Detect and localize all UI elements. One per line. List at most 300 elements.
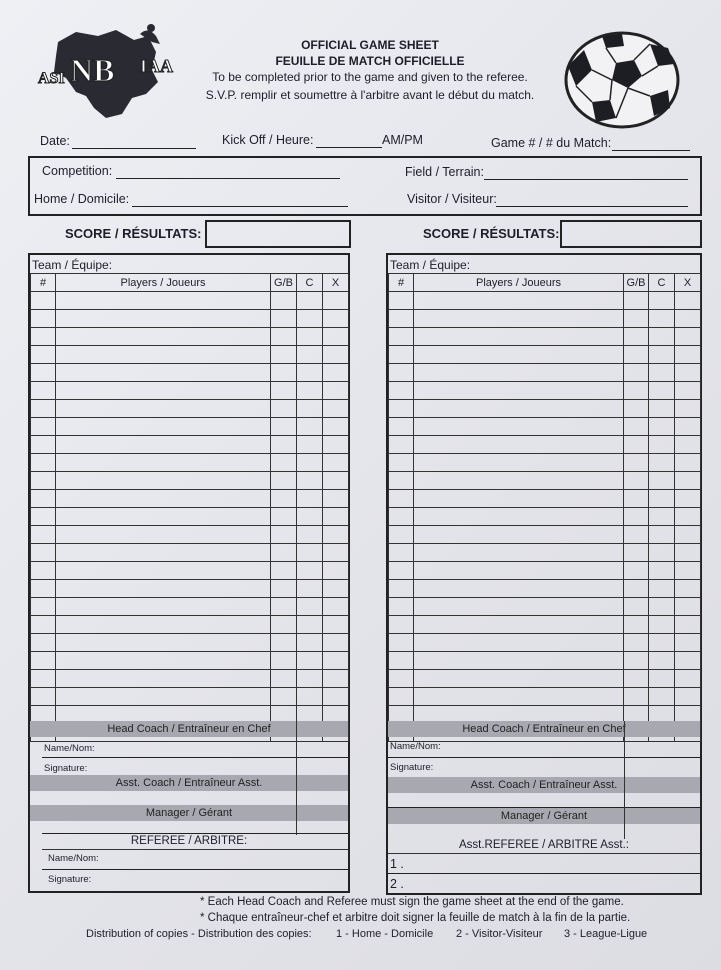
player-x-cell[interactable] (323, 598, 349, 616)
player-c-cell[interactable] (649, 562, 675, 580)
player-x-cell[interactable] (323, 310, 349, 328)
logo-asi: ASI (38, 70, 65, 87)
table-row (31, 454, 349, 472)
copy-home: 1 - Home - Domicile (336, 928, 434, 940)
player-x-cell[interactable] (323, 562, 349, 580)
player-number-cell[interactable] (31, 562, 56, 580)
table-row (389, 292, 701, 310)
table-row (389, 382, 701, 400)
footer-note-en-text: Each Head Coach and Referee must sign the game sheet at the end of the game. (207, 896, 624, 908)
player-x-cell[interactable] (675, 454, 701, 472)
player-number-cell[interactable] (31, 508, 56, 526)
player-number-cell[interactable] (389, 382, 414, 400)
table-row (389, 670, 701, 688)
player-c-cell[interactable] (649, 346, 675, 364)
player-gb-cell[interactable] (624, 400, 649, 418)
player-c-cell[interactable] (649, 490, 675, 508)
col-c: C (297, 274, 323, 292)
table-row (31, 526, 349, 544)
player-c-cell[interactable] (297, 562, 323, 580)
player-name-cell[interactable] (56, 616, 271, 634)
player-gb-cell[interactable] (624, 310, 649, 328)
player-name-cell[interactable] (56, 382, 271, 400)
player-x-cell[interactable] (323, 670, 349, 688)
player-gb-cell[interactable] (271, 508, 297, 526)
kickoff-field[interactable] (316, 147, 382, 148)
player-name-cell[interactable] (414, 490, 624, 508)
player-number-cell[interactable] (389, 526, 414, 544)
player-x-cell[interactable] (675, 616, 701, 634)
player-x-cell[interactable] (675, 634, 701, 652)
player-gb-cell[interactable] (271, 526, 297, 544)
player-x-cell[interactable] (675, 490, 701, 508)
player-x-cell[interactable] (675, 382, 701, 400)
player-name-cell[interactable] (414, 400, 624, 418)
player-c-cell[interactable] (649, 292, 675, 310)
player-number-cell[interactable] (389, 490, 414, 508)
player-x-cell[interactable] (675, 328, 701, 346)
player-x-cell[interactable] (675, 310, 701, 328)
home-score-box[interactable] (205, 220, 351, 248)
player-c-cell[interactable] (297, 328, 323, 346)
table-row (31, 328, 349, 346)
col-number: # (389, 274, 414, 292)
player-gb-cell[interactable] (624, 364, 649, 382)
player-number-cell[interactable] (389, 292, 414, 310)
player-number-cell[interactable] (31, 454, 56, 472)
asst-referee-divider (388, 853, 700, 854)
player-c-cell[interactable] (649, 436, 675, 454)
player-c-cell[interactable] (297, 526, 323, 544)
table-row (389, 346, 701, 364)
player-gb-cell[interactable] (624, 580, 649, 598)
player-name-cell[interactable] (414, 688, 624, 706)
player-name-cell[interactable] (56, 328, 271, 346)
player-number-cell[interactable] (31, 652, 56, 670)
distribution-label: Distribution of copies - Distribution des copies: (86, 928, 312, 940)
player-number-cell[interactable] (389, 436, 414, 454)
player-name-cell[interactable] (56, 580, 271, 598)
player-name-cell[interactable] (414, 670, 624, 688)
player-x-cell[interactable] (675, 688, 701, 706)
player-number-cell[interactable] (31, 328, 56, 346)
player-name-cell[interactable] (56, 670, 271, 688)
player-name-cell[interactable] (414, 652, 624, 670)
player-x-cell[interactable] (675, 418, 701, 436)
player-name-cell[interactable] (414, 436, 624, 454)
table-row (389, 688, 701, 706)
player-x-cell[interactable] (675, 652, 701, 670)
player-gb-cell[interactable] (624, 652, 649, 670)
visitor-score-box[interactable] (560, 220, 702, 248)
player-name-cell[interactable] (414, 598, 624, 616)
player-gb-cell[interactable] (271, 634, 297, 652)
player-number-cell[interactable] (389, 670, 414, 688)
table-row (389, 526, 701, 544)
player-x-cell[interactable] (323, 364, 349, 382)
player-name-cell[interactable] (414, 562, 624, 580)
table-row (31, 436, 349, 454)
player-x-cell[interactable] (675, 400, 701, 418)
player-c-cell[interactable] (649, 418, 675, 436)
player-gb-cell[interactable] (271, 454, 297, 472)
player-name-cell[interactable] (56, 364, 271, 382)
player-number-cell[interactable] (389, 580, 414, 598)
player-name-cell[interactable] (56, 418, 271, 436)
player-x-cell[interactable] (675, 526, 701, 544)
player-x-cell[interactable] (323, 490, 349, 508)
home-label: Home / Domicile: (34, 192, 130, 206)
player-c-cell[interactable] (649, 580, 675, 598)
player-name-cell[interactable] (414, 616, 624, 634)
player-c-cell[interactable] (297, 508, 323, 526)
player-c-cell[interactable] (649, 544, 675, 562)
player-c-cell[interactable] (649, 328, 675, 346)
player-name-cell[interactable] (56, 526, 271, 544)
player-gb-cell[interactable] (271, 544, 297, 562)
player-c-cell[interactable] (297, 292, 323, 310)
head-coach-name-label: Name/Nom: (44, 743, 95, 754)
table-row (31, 616, 349, 634)
player-gb-cell[interactable] (271, 382, 297, 400)
player-gb-cell[interactable] (271, 580, 297, 598)
player-gb-cell[interactable] (624, 688, 649, 706)
player-c-cell[interactable] (649, 634, 675, 652)
home-team-label: Team / Équipe: (32, 258, 113, 272)
player-number-cell[interactable] (31, 436, 56, 454)
player-c-cell[interactable] (297, 454, 323, 472)
player-number-cell[interactable] (389, 616, 414, 634)
player-x-cell[interactable] (323, 526, 349, 544)
player-x-cell[interactable] (323, 616, 349, 634)
player-c-cell[interactable] (649, 454, 675, 472)
logo-nb: NB (70, 52, 115, 88)
player-number-cell[interactable] (389, 346, 414, 364)
player-number-cell[interactable] (31, 616, 56, 634)
player-gb-cell[interactable] (624, 634, 649, 652)
player-number-cell[interactable] (389, 328, 414, 346)
player-c-cell[interactable] (649, 400, 675, 418)
col-players: Players / Joueurs (414, 274, 624, 292)
footer-note-fr-text: Chaque entraîneur-chef et arbitre doit signer la feuille de match à la fin de la partie. (207, 912, 631, 924)
player-gb-cell[interactable] (624, 598, 649, 616)
player-c-cell[interactable] (649, 472, 675, 490)
player-c-cell[interactable] (297, 490, 323, 508)
player-name-cell[interactable] (414, 418, 624, 436)
player-name-cell[interactable] (56, 346, 271, 364)
player-number-cell[interactable] (31, 472, 56, 490)
referee-signature-label: Signature: (48, 874, 92, 885)
head-coach-signature-label: Signature: (44, 763, 88, 774)
player-number-cell[interactable] (389, 634, 414, 652)
player-c-cell[interactable] (297, 634, 323, 652)
player-number-cell[interactable] (31, 364, 56, 382)
table-row (31, 310, 349, 328)
player-name-cell[interactable] (414, 292, 624, 310)
player-name-cell[interactable] (414, 526, 624, 544)
game-number-label: Game # / # du Match: (491, 136, 612, 150)
player-gb-cell[interactable] (271, 328, 297, 346)
player-name-cell[interactable] (414, 382, 624, 400)
player-number-cell[interactable] (31, 346, 56, 364)
player-x-cell[interactable] (675, 670, 701, 688)
player-name-cell[interactable] (414, 634, 624, 652)
staff-divider (296, 721, 297, 835)
player-number-cell[interactable] (31, 382, 56, 400)
head-coach-name-field[interactable] (42, 757, 348, 758)
player-gb-cell[interactable] (271, 418, 297, 436)
player-c-cell[interactable] (297, 382, 323, 400)
player-name-cell[interactable] (56, 490, 271, 508)
player-x-cell[interactable] (323, 580, 349, 598)
player-c-cell[interactable] (649, 310, 675, 328)
player-number-cell[interactable] (389, 418, 414, 436)
player-gb-cell[interactable] (271, 562, 297, 580)
table-row (389, 616, 701, 634)
player-c-cell[interactable] (297, 652, 323, 670)
player-number-cell[interactable] (389, 400, 414, 418)
player-c-cell[interactable] (297, 580, 323, 598)
competition-field[interactable] (116, 178, 340, 179)
player-c-cell[interactable] (649, 616, 675, 634)
player-gb-cell[interactable] (624, 670, 649, 688)
player-number-cell[interactable] (31, 310, 56, 328)
player-number-cell[interactable] (31, 400, 56, 418)
table-row (389, 400, 701, 418)
table-row (31, 418, 349, 436)
player-number-cell[interactable] (31, 292, 56, 310)
player-x-cell[interactable] (323, 328, 349, 346)
player-gb-cell[interactable] (624, 562, 649, 580)
player-x-cell[interactable] (323, 346, 349, 364)
visitor-field[interactable] (496, 206, 688, 207)
player-gb-cell[interactable] (624, 436, 649, 454)
player-c-cell[interactable] (649, 688, 675, 706)
player-c-cell[interactable] (297, 400, 323, 418)
head-coach-name-label: Name/Nom: (390, 741, 441, 752)
player-number-cell[interactable] (31, 526, 56, 544)
player-x-cell[interactable] (675, 346, 701, 364)
player-gb-cell[interactable] (271, 490, 297, 508)
player-x-cell[interactable] (323, 544, 349, 562)
asst-coach-band: Asst. Coach / Entraîneur Asst. (30, 775, 348, 791)
player-gb-cell[interactable] (624, 616, 649, 634)
player-number-cell[interactable] (31, 544, 56, 562)
player-x-cell[interactable] (323, 418, 349, 436)
player-c-cell[interactable] (297, 418, 323, 436)
player-gb-cell[interactable] (271, 292, 297, 310)
home-field[interactable] (132, 206, 348, 207)
player-x-cell[interactable] (675, 436, 701, 454)
player-name-cell[interactable] (56, 688, 271, 706)
table-row (389, 310, 701, 328)
player-name-cell[interactable] (414, 454, 624, 472)
player-number-cell[interactable] (31, 688, 56, 706)
title-fr: FEUILLE DE MATCH OFFICIELLE (275, 54, 465, 68)
player-number-cell[interactable] (31, 418, 56, 436)
player-x-cell[interactable] (675, 292, 701, 310)
table-row (389, 580, 701, 598)
player-x-cell[interactable] (323, 508, 349, 526)
player-c-cell[interactable] (649, 652, 675, 670)
player-c-cell[interactable] (297, 472, 323, 490)
player-name-cell[interactable] (56, 544, 271, 562)
player-name-cell[interactable] (56, 634, 271, 652)
player-x-cell[interactable] (323, 688, 349, 706)
player-gb-cell[interactable] (271, 472, 297, 490)
player-name-cell[interactable] (56, 472, 271, 490)
ampm-label: AM/PM (382, 133, 423, 147)
player-number-cell[interactable] (31, 670, 56, 688)
player-x-cell[interactable] (323, 652, 349, 670)
player-name-cell[interactable] (414, 328, 624, 346)
col-players: Players / Joueurs (56, 274, 271, 292)
player-gb-cell[interactable] (624, 292, 649, 310)
player-name-cell[interactable] (414, 508, 624, 526)
head-coach-name-field[interactable] (388, 757, 700, 758)
player-gb-cell[interactable] (271, 688, 297, 706)
player-number-cell[interactable] (31, 598, 56, 616)
player-number-cell[interactable] (389, 472, 414, 490)
player-gb-cell[interactable] (271, 346, 297, 364)
player-number-cell[interactable] (389, 562, 414, 580)
col-x: X (675, 274, 701, 292)
visitor-label: Visitor / Visiteur: (407, 192, 497, 206)
player-c-cell[interactable] (297, 436, 323, 454)
player-x-cell[interactable] (323, 292, 349, 310)
manager-field[interactable] (42, 833, 348, 834)
player-number-cell[interactable] (389, 688, 414, 706)
player-gb-cell[interactable] (624, 472, 649, 490)
player-x-cell[interactable] (323, 436, 349, 454)
head-coach-signature-label: Signature: (390, 762, 434, 773)
player-c-cell[interactable] (649, 526, 675, 544)
table-row (389, 364, 701, 382)
player-x-cell[interactable] (675, 544, 701, 562)
player-gb-cell[interactable] (271, 616, 297, 634)
player-name-cell[interactable] (414, 364, 624, 382)
date-field[interactable] (72, 148, 196, 149)
asst-referee-label: Asst.REFEREE / ARBITRE Asst.: (459, 839, 629, 851)
player-number-cell[interactable] (389, 310, 414, 328)
player-c-cell[interactable] (297, 670, 323, 688)
col-x: X (323, 274, 349, 292)
player-gb-cell[interactable] (624, 490, 649, 508)
game-number-field[interactable] (612, 150, 690, 151)
kickoff-label: Kick Off / Heure: (222, 133, 314, 147)
player-name-cell[interactable] (56, 454, 271, 472)
player-name-cell[interactable] (56, 598, 271, 616)
player-c-cell[interactable] (649, 364, 675, 382)
player-x-cell[interactable] (675, 580, 701, 598)
instruction-fr: S.V.P. remplir et soumettre à l'arbitre avant le début du match. (205, 88, 535, 102)
player-number-cell[interactable] (389, 508, 414, 526)
player-name-cell[interactable] (56, 292, 271, 310)
referee-name-field[interactable] (42, 869, 348, 870)
player-gb-cell[interactable] (624, 346, 649, 364)
player-gb-cell[interactable] (624, 418, 649, 436)
player-c-cell[interactable] (297, 310, 323, 328)
player-name-cell[interactable] (414, 472, 624, 490)
player-c-cell[interactable] (649, 598, 675, 616)
player-x-cell[interactable] (323, 634, 349, 652)
player-c-cell[interactable] (297, 616, 323, 634)
player-number-cell[interactable] (31, 634, 56, 652)
player-name-cell[interactable] (56, 508, 271, 526)
table-row (389, 436, 701, 454)
player-name-cell[interactable] (414, 310, 624, 328)
field-field[interactable] (484, 179, 688, 180)
table-row (31, 508, 349, 526)
player-c-cell[interactable] (649, 508, 675, 526)
player-gb-cell[interactable] (271, 310, 297, 328)
asst-referee-1-label: 1 . (390, 857, 404, 871)
player-x-cell[interactable] (675, 364, 701, 382)
player-c-cell[interactable] (297, 364, 323, 382)
staff-divider (624, 721, 625, 839)
player-c-cell[interactable] (297, 688, 323, 706)
player-name-cell[interactable] (56, 436, 271, 454)
table-row (31, 598, 349, 616)
player-gb-cell[interactable] (271, 400, 297, 418)
player-gb-cell[interactable] (624, 328, 649, 346)
player-number-cell[interactable] (389, 364, 414, 382)
player-c-cell[interactable] (297, 544, 323, 562)
player-c-cell[interactable] (297, 346, 323, 364)
player-x-cell[interactable] (323, 400, 349, 418)
player-name-cell[interactable] (56, 652, 271, 670)
player-x-cell[interactable] (323, 472, 349, 490)
player-number-cell[interactable] (389, 544, 414, 562)
table-row (31, 562, 349, 580)
asst-referee-1-field[interactable] (388, 873, 700, 874)
player-gb-cell[interactable] (271, 652, 297, 670)
player-c-cell[interactable] (297, 598, 323, 616)
player-name-cell[interactable] (414, 346, 624, 364)
player-gb-cell[interactable] (624, 544, 649, 562)
player-x-cell[interactable] (675, 562, 701, 580)
player-gb-cell[interactable] (271, 670, 297, 688)
player-x-cell[interactable] (675, 472, 701, 490)
player-gb-cell[interactable] (271, 364, 297, 382)
player-name-cell[interactable] (414, 580, 624, 598)
player-number-cell[interactable] (389, 598, 414, 616)
player-c-cell[interactable] (649, 670, 675, 688)
table-row (389, 634, 701, 652)
player-gb-cell[interactable] (624, 454, 649, 472)
player-number-cell[interactable] (389, 652, 414, 670)
player-name-cell[interactable] (56, 562, 271, 580)
player-name-cell[interactable] (56, 400, 271, 418)
player-name-cell[interactable] (56, 310, 271, 328)
player-x-cell[interactable] (323, 382, 349, 400)
col-number: # (31, 274, 56, 292)
player-gb-cell[interactable] (624, 526, 649, 544)
player-gb-cell[interactable] (271, 436, 297, 454)
player-gb-cell[interactable] (624, 508, 649, 526)
player-x-cell[interactable] (675, 508, 701, 526)
player-x-cell[interactable] (323, 454, 349, 472)
manager-band: Manager / Gérant (388, 808, 700, 824)
player-number-cell[interactable] (389, 454, 414, 472)
player-gb-cell[interactable] (271, 598, 297, 616)
player-c-cell[interactable] (649, 382, 675, 400)
player-x-cell[interactable] (675, 598, 701, 616)
player-number-cell[interactable] (31, 490, 56, 508)
player-name-cell[interactable] (414, 544, 624, 562)
player-gb-cell[interactable] (624, 382, 649, 400)
player-number-cell[interactable] (31, 580, 56, 598)
